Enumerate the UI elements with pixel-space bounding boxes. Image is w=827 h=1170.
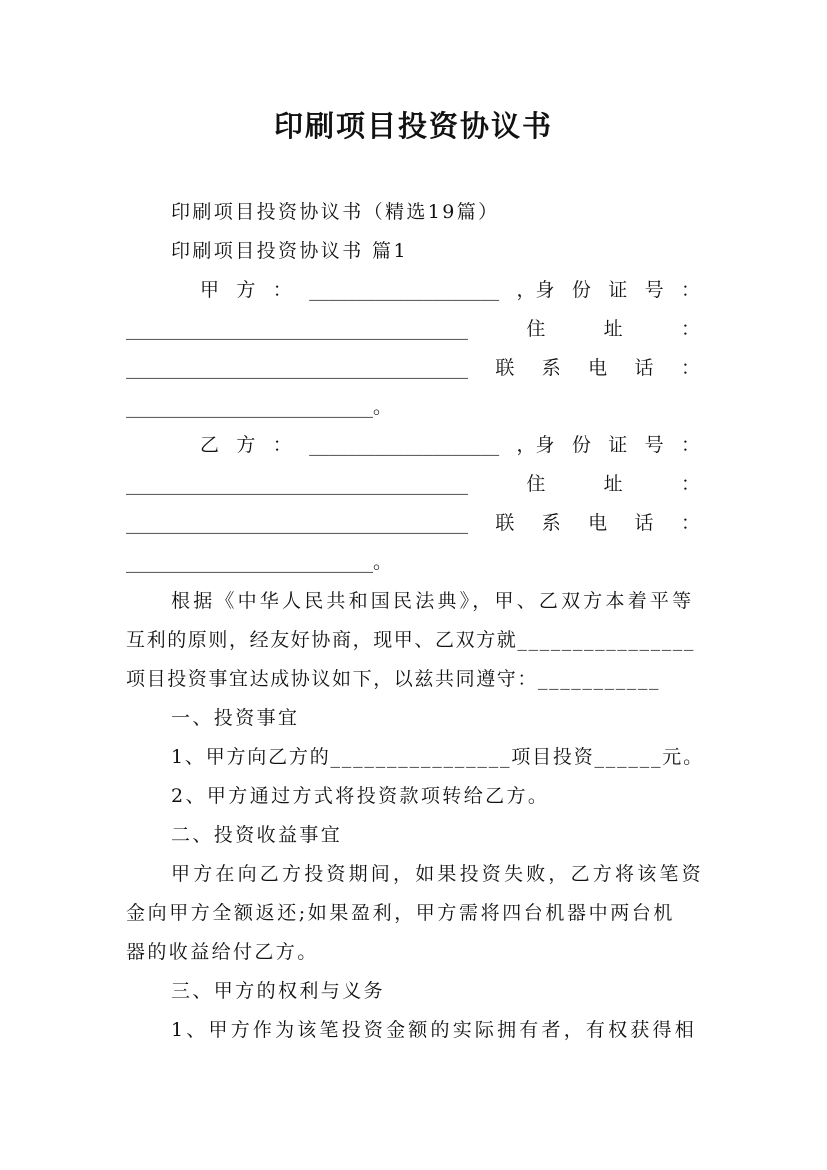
section-1-title: 一、投资事宜 [171, 707, 300, 729]
party-a-phone-4: 话 [634, 357, 654, 379]
document-title: 印刷项目投资协议书 [273, 109, 553, 143]
para2-line-1: 甲方在向乙方投资期间，如果投资失败，乙方将该笔资 [171, 863, 704, 885]
party-a-id-2: 份 [571, 279, 591, 301]
party-b-phone-blank[interactable]: __________________________。 [126, 551, 393, 573]
party-a-addr-blank[interactable]: ____________________________________ [126, 357, 468, 379]
party-a-id-1: ，身 [516, 279, 555, 301]
party-b-id-blank[interactable]: ____________________________________ [126, 473, 468, 495]
party-b-label-3: ： [272, 434, 292, 456]
party-a-phone-2: 系 [541, 357, 561, 379]
party-a-line-3 [126, 356, 700, 380]
para2-line-3: 器的收益给付乙方。 [126, 941, 319, 963]
party-a-phone-3: 电 [588, 357, 608, 379]
party-b-addr-3: ： [680, 473, 700, 495]
para1-line-3: 项目投资事宜达成协议如下，以兹共同遵守：___________ [126, 668, 661, 690]
party-b-line-2 [126, 472, 700, 496]
party-b-phone-5: ： [680, 512, 700, 534]
party-b-phone-3: 电 [588, 512, 608, 534]
party-a-id-blank[interactable]: ____________________________________ [126, 318, 468, 340]
party-a-label-3: ： [272, 279, 292, 301]
party-b-id-4: 号 [644, 434, 664, 456]
section-3-title: 三、甲方的权利与义务 [171, 980, 386, 1002]
party-a-line-1 [200, 278, 700, 302]
party-b-phone-4: 话 [634, 512, 654, 534]
party-a-addr-1: 住 [526, 318, 546, 340]
party-b-line-1 [200, 433, 700, 457]
para2-line-2: 金向甲方全额返还;如果盈利，甲方需将四台机器中两台机 [126, 902, 676, 924]
party-b-line-3 [126, 511, 700, 535]
section-1-item-1: 1、甲方向乙方的________________项目投资______元。 [171, 746, 704, 768]
party-b-addr-1: 住 [526, 473, 546, 495]
document-subtitle: 印刷项目投资协议书（精选19篇） [171, 201, 500, 223]
party-b-name-blank[interactable]: ____________________ [309, 434, 500, 456]
party-a-addr-2: 址 [603, 318, 623, 340]
party-a-id-5: ： [680, 279, 700, 301]
para1-line-2: 互利的原则，经友好协商，现甲、乙双方就________________ [126, 629, 696, 651]
party-b-addr-blank[interactable]: ____________________________________ [126, 512, 468, 534]
party-b-label-2: 方 [236, 434, 256, 456]
para1-line-1: 根据《中华人民共和国民法典》，甲、乙双方本着平等 [171, 590, 695, 612]
party-a-phone-5: ： [680, 357, 700, 379]
party-b-id-5: ： [680, 434, 700, 456]
party-b-id-1: ，身 [516, 434, 555, 456]
section-3-item-1: 1、甲方作为该笔投资金额的实际拥有者，有权获得相 [171, 1019, 697, 1041]
party-b-id-3: 证 [608, 434, 628, 456]
party-b-label-1: 乙 [200, 434, 220, 456]
party-a-id-4: 号 [644, 279, 664, 301]
party-b-addr-2: 址 [603, 473, 623, 495]
section-1-item-2: 2、甲方通过方式将投资款项转给乙方。 [171, 785, 550, 807]
party-a-phone-1: 联 [495, 357, 515, 379]
party-a-id-3: 证 [608, 279, 628, 301]
party-b-phone-2: 系 [541, 512, 561, 534]
party-a-addr-3: ： [680, 318, 700, 340]
party-b-id-2: 份 [571, 434, 591, 456]
party-a-label-2: 方 [236, 279, 256, 301]
part-label: 印刷项目投资协议书 篇1 [171, 240, 408, 262]
section-2-title: 二、投资收益事宜 [171, 824, 343, 846]
party-a-line-2 [126, 317, 700, 341]
party-a-label-1: 甲 [200, 279, 220, 301]
party-a-phone-blank[interactable]: __________________________。 [126, 396, 393, 418]
party-b-phone-1: 联 [495, 512, 515, 534]
party-a-name-blank[interactable]: ____________________ [309, 279, 500, 301]
